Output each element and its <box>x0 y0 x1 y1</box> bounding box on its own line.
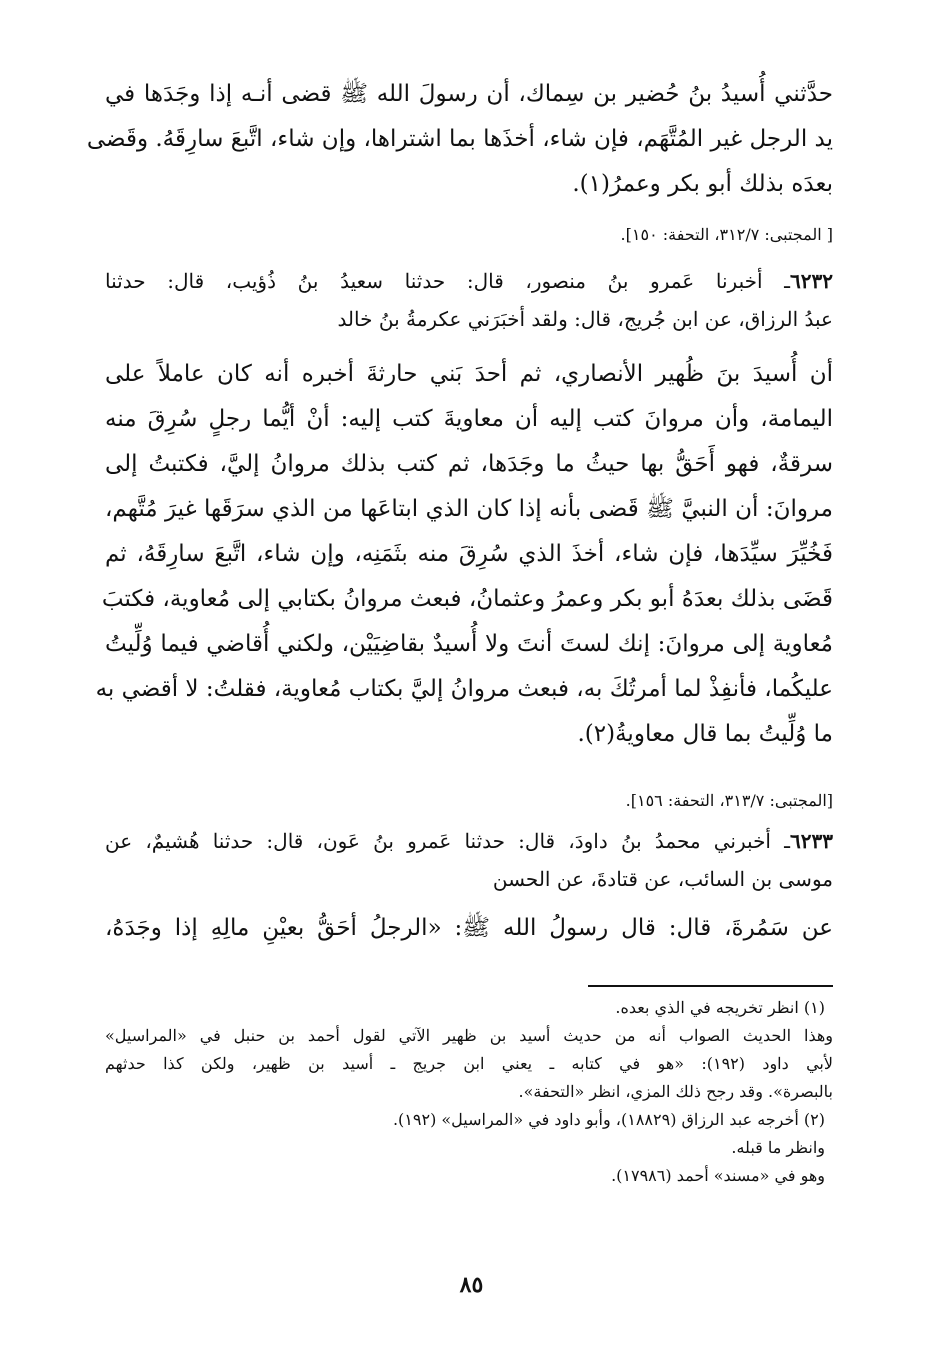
text-line: حدَّثني أُسيدُ بنُ حُضير بن سِماك، أن رسولَ الله ﷺ قضى أنـه إذا وجَدَها في <box>105 81 833 107</box>
hadith-6232-isnad <box>105 262 833 338</box>
text-line: عليكُما، فأنفِذْ لما أمرتُكَ به، فبعث مروانُ إليَّ بكتاب مُعاوية، فقلتُ: لا أقضي به <box>95 676 833 702</box>
isnad-line: عبدُ الرزاق، عن ابن جُريج، قال: ولقد أخبَرَني عكرمةُ بنُ خالد <box>337 307 833 331</box>
text-line: ما وُلِّيتُ بما قال معاويةُ(٢). <box>577 721 833 747</box>
page-number: ٨٥ <box>459 1272 484 1298</box>
footnote-line: وهو في «مسند» أحمد (١٧٩٨٦). <box>611 1166 825 1185</box>
hadith-6233-isnad <box>105 822 833 898</box>
footnote-line: وهذا الحديث الصواب أنه من حديث أسيد بن ظهير الآتي لقول أحمد بن حنبل في «المراسيل» <box>105 1026 834 1045</box>
isnad-line: ٦٢٣٢ـ أخبرنا عَمرو بنُ منصور، قال: حدثنا سعيدُ بنُ ذُؤيب، قال: حدثنا <box>105 269 833 293</box>
footnote-line: وانظر ما قبله. <box>731 1138 825 1157</box>
hadith-prev-reference: [ المجتبى: ٣١٢/٧، التحفة: ١٥٠]. <box>620 225 833 244</box>
footnote-separator <box>588 985 833 987</box>
text-line: بعدَه بذلك أبو بكر وعمرُ(١). <box>572 171 833 197</box>
text-line: مُعاوية إلى مروانَ: إنك لستَ أنتَ ولا أُسيدٌ بقاضِيَيْن، ولكني أُقاضي فيما وُلِّيتُ <box>105 631 833 657</box>
isnad-line: ٦٢٣٣ـ أخبرني محمدُ بنُ داودَ، قال: حدثنا عَمرو بنُ عَون، قال: حدثنا هُشيمٌ، عن <box>105 829 833 853</box>
hadith-6233-matn <box>105 906 833 951</box>
isnad-line: موسى بن السائب، عن قتادةَ، عن الحسن <box>492 867 833 891</box>
footnote-line: (٢) أخرجه عبد الرزاق (١٨٨٢٩)، وأبو داود في «المراسيل» (١٩٢). <box>392 1110 825 1129</box>
footnote-line: بالبصرة». وقد رجح ذلك المزي، انظر «التحفة». <box>518 1082 833 1101</box>
hadith-6232-reference: [المجتبى: ٣١٣/٧، التحفة: ١٥٦]. <box>625 791 833 810</box>
hadith-number: ٦٢٣٢ <box>790 269 833 293</box>
text-line: فَخُيِّرَ سيِّدَها، فإن شاء، أخذَ الذي سُرِقَ منه بثَمَنِه، وإن شاء، اتَّبعَ سارِقَهُ، ثم <box>105 541 833 567</box>
text-line: اليمامة، وأن مروانَ كتب إليه أن معاويةَ كتب إليه: أنْ أيُّما رجلٍ سُرِقَ منه <box>105 406 833 432</box>
text-line: قَضَى بذلك بعدَهُ أبو بكر وعمرُ وعثمانُ، فبعث مروانُ بكتابي إلى مُعاوية، فكتبَ <box>101 586 833 612</box>
text-line: سرقةٌ، فهو أَحَقُّ بها حيثُ ما وجَدَها، ثم كتب بذلك مروانُ إليَّ، فكتبتُ إلى <box>105 451 833 477</box>
text-line: يد الرجل غير المُتَّهَم، فإن شاء، أخذَها بما اشتراها، وإن شاء، اتَّبعَ سارِقَهُ. وقَضى <box>86 126 833 152</box>
text-line: مروانَ: أن النبيَّ ﷺ قَضى بأنه إذا كان الذي ابتاعَها من الذي سرَقَها غيرَ مُتَّهم، <box>105 496 833 522</box>
text-line: أن أُسيدَ بنَ ظُهير الأنصاري، ثم أحدَ بَني حارثةَ أخبره أنه كان عاملاً على <box>105 361 833 387</box>
footnote-line: لأبي داود (١٩٢): «هو في كتابه ـ يعني ابن جريج ـ أسيد بن ظهير، ولكن كذا حدثهم <box>105 1054 834 1073</box>
footnote-line: (١) انظر تخريجه في الذي بعده. <box>615 998 825 1017</box>
hadith-number: ٦٢٣٣ <box>790 829 833 853</box>
footnotes <box>105 994 833 1190</box>
hadith-6232-matn <box>95 352 833 757</box>
hadith-prev-text <box>86 72 833 207</box>
text-line: عن سَمُرةَ، قال: قال رسولُ الله ﷺ: «الرجلُ أحَقُّ بعيْنِ مالِهِ إذا وجَدَهُ، <box>105 915 833 941</box>
